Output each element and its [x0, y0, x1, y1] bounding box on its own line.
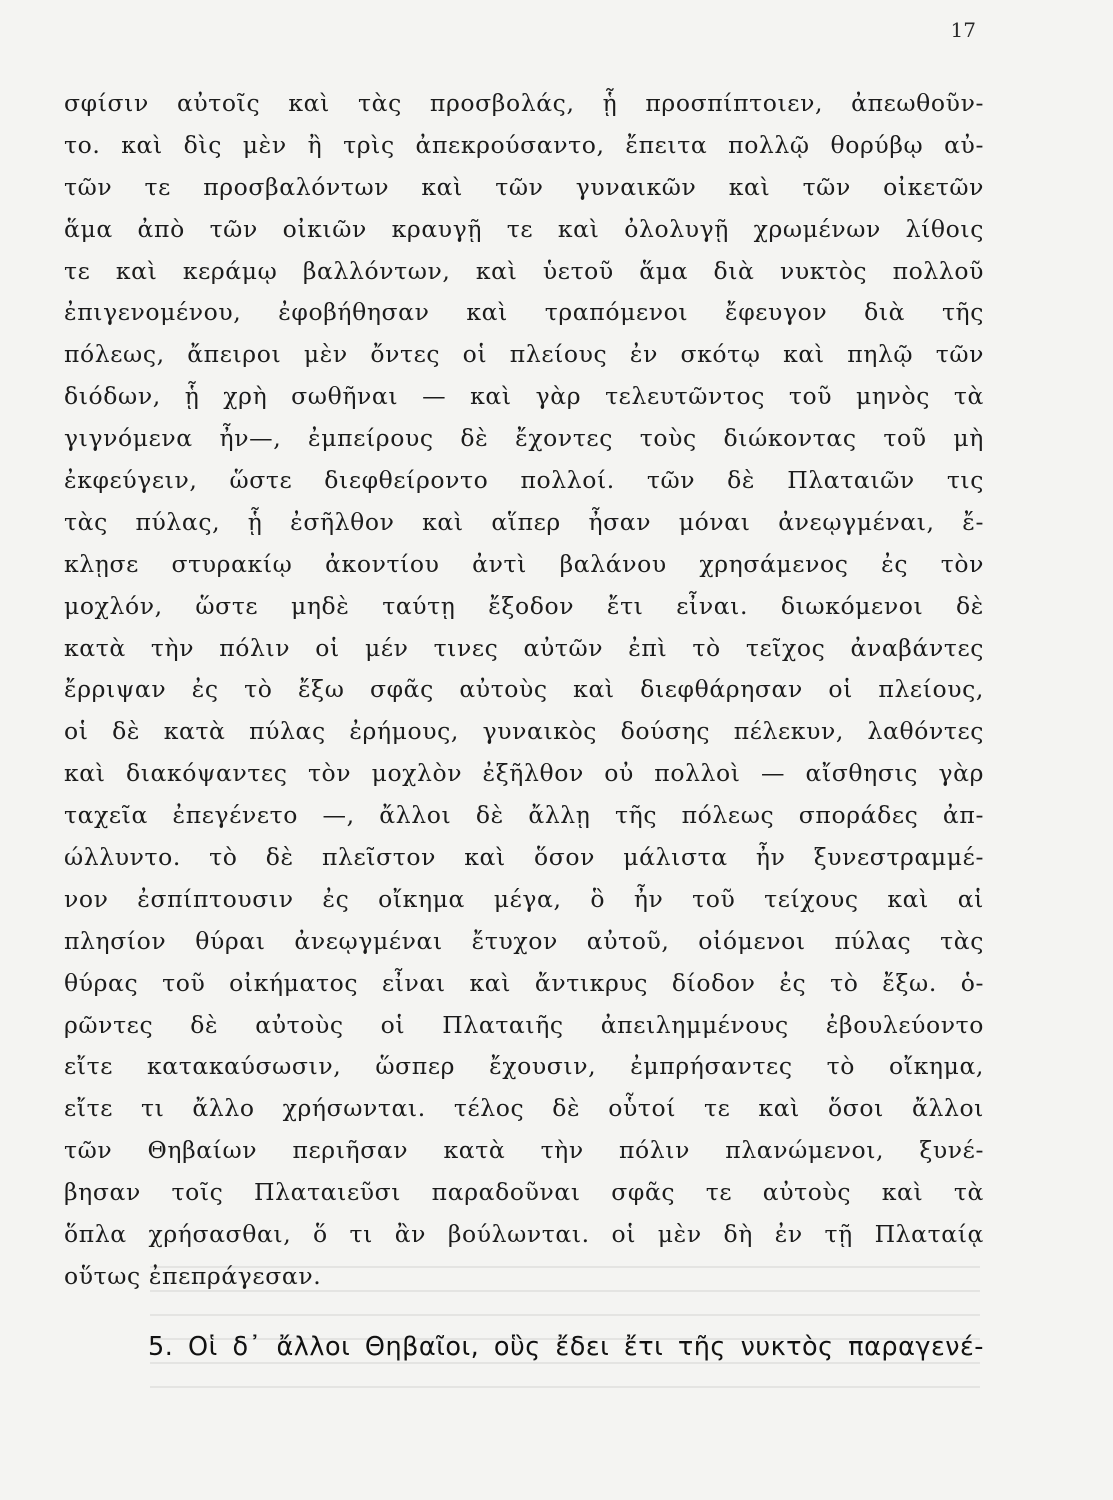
- text-line: ταχεῖα ἐπεγένετο —, ἄλλοι δὲ ἄλλῃ τῆς πόλεως σποράδες ἀπ-: [64, 801, 984, 830]
- page-number: 17: [950, 18, 976, 42]
- text-line: πόλεως, ἄπειροι μὲν ὄντες οἱ πλείους ἐν σκότῳ καὶ πηλῷ τῶν: [64, 340, 984, 369]
- text-line: οἱ δὲ κατὰ πύλας ἐρήμους, γυναικὸς δούσης πέλεκυν, λαθόντες: [64, 717, 984, 746]
- text-line: θύρας τοῦ οἰκήματος εἶναι καὶ ἄντικρυς δίοδον ἐς τὸ ἔξω. ὁ-: [64, 968, 984, 997]
- text-line: πλησίον θύραι ἀνεῳγμέναι ἔτυχον αὐτοῦ, οἰόμενοι πύλας τὰς: [64, 926, 984, 955]
- text-line: κατὰ τὴν πόλιν οἱ μέν τινες αὐτῶν ἐπὶ τὸ τεῖχος ἀναβάντες: [64, 633, 984, 662]
- text-line: νον ἐσπίπτουσιν ἐς οἴκημα μέγα, ὃ ἦν τοῦ τείχους καὶ αἱ: [64, 884, 984, 913]
- text-line: κλῃσε στυρακίῳ ἀκοντίου ἀντὶ βαλάνου χρησάμενος ἐς τὸν: [64, 549, 984, 578]
- text-line: τὰς πύλας, ᾗ ἐσῆλθον καὶ αἵπερ ἦσαν μόναι ἀνεῳγμέναι, ἔ-: [64, 507, 984, 536]
- text-line: το. καὶ δὶς μὲν ἢ τρὶς ἀπεκρούσαντο, ἔπειτα πολλῷ θορύβῳ αὐ-: [64, 130, 984, 159]
- text-line: ώλλυντο. τὸ δὲ πλεῖστον καὶ ὅσον μάλιστα ἦν ξυνεστραμμέ-: [64, 843, 984, 872]
- text-line: ἐπιγενομένου, ἐφοβήθησαν καὶ τραπόμενοι ἔφευγον διὰ τῆς: [64, 298, 984, 327]
- text-line: μοχλόν, ὥστε μηδὲ ταύτῃ ἔξοδον ἔτι εἶναι. διωκόμενοι δὲ: [64, 591, 984, 620]
- text-line: βησαν τοῖς Πλαταιεῦσι παραδοῦναι σφᾶς τε αὐτοὺς καὶ τὰ: [64, 1178, 984, 1207]
- text-line: σφίσιν αὐτοῖς καὶ τὰς προσβολάς, ᾗ προσπίπτοιεν, ἀπεωθοῦν-: [64, 89, 984, 117]
- text-line: εἴτε τι ἄλλο χρήσωνται. τέλος δὲ οὗτοί τε καὶ ὅσοι ἄλλοι: [64, 1094, 984, 1123]
- text-line: ὅπλα χρήσασθαι, ὅ τι ἂν βούλωνται. οἱ μὲν δὴ ἐν τῇ Πλαταίᾳ: [64, 1220, 984, 1249]
- text-line: ἅμα ἀπὸ τῶν οἰκιῶν κραυγῇ τε καὶ ὀλολυγῇ χρωμένων λίθοις: [64, 214, 984, 243]
- section-heading-line: 5. Οἱ δ᾽ ἄλλοι Θηβαῖοι, οὓς ἔδει ἔτι τῆς νυκτὸς παραγενέ-: [148, 1332, 984, 1362]
- text-line: καὶ διακόψαντες τὸν μοχλὸν ἐξῆλθον οὐ πολλοὶ — αἴσθησις γὰρ: [64, 759, 984, 788]
- text-line: ἔρριψαν ἐς τὸ ἔξω σφᾶς αὐτοὺς καὶ διεφθάρησαν οἱ πλείους,: [64, 675, 984, 704]
- text-line: τε καὶ κεράμῳ βαλλόντων, καὶ ὑετοῦ ἅμα διὰ νυκτὸς πολλοῦ: [64, 256, 984, 285]
- text-line: εἴτε κατακαύσωσιν, ὥσπερ ἔχουσιν, ἐμπρήσαντες τὸ οἴκημα,: [64, 1052, 984, 1081]
- text-line: διόδων, ᾗ χρὴ σωθῆναι — καὶ γὰρ τελευτῶντος τοῦ μηνὸς τὰ: [64, 382, 984, 411]
- text-line: ρῶντες δὲ αὐτοὺς οἱ Πλαταιῆς ἀπειλημμένους ἐβουλεύοντο: [64, 1010, 984, 1039]
- text-line: ἐκφεύγειν, ὥστε διεφθείροντο πολλοί. τῶν δὲ Πλαταιῶν τις: [64, 466, 984, 495]
- text-line-last: οὕτως ἐπεπράγεσαν.: [64, 1261, 322, 1290]
- text-line: τῶν τε προσβαλόντων καὶ τῶν γυναικῶν καὶ τῶν οἰκετῶν: [64, 172, 984, 201]
- body-text: [64, 83, 984, 1298]
- text-line: τῶν Θηβαίων περιῆσαν κατὰ τὴν πόλιν πλανώμενοι, ξυνέ-: [64, 1136, 984, 1165]
- text-line: γιγνόμενα ἦν—, ἐμπείρους δὲ ἔχοντες τοὺς διώκοντας τοῦ μὴ: [64, 424, 984, 453]
